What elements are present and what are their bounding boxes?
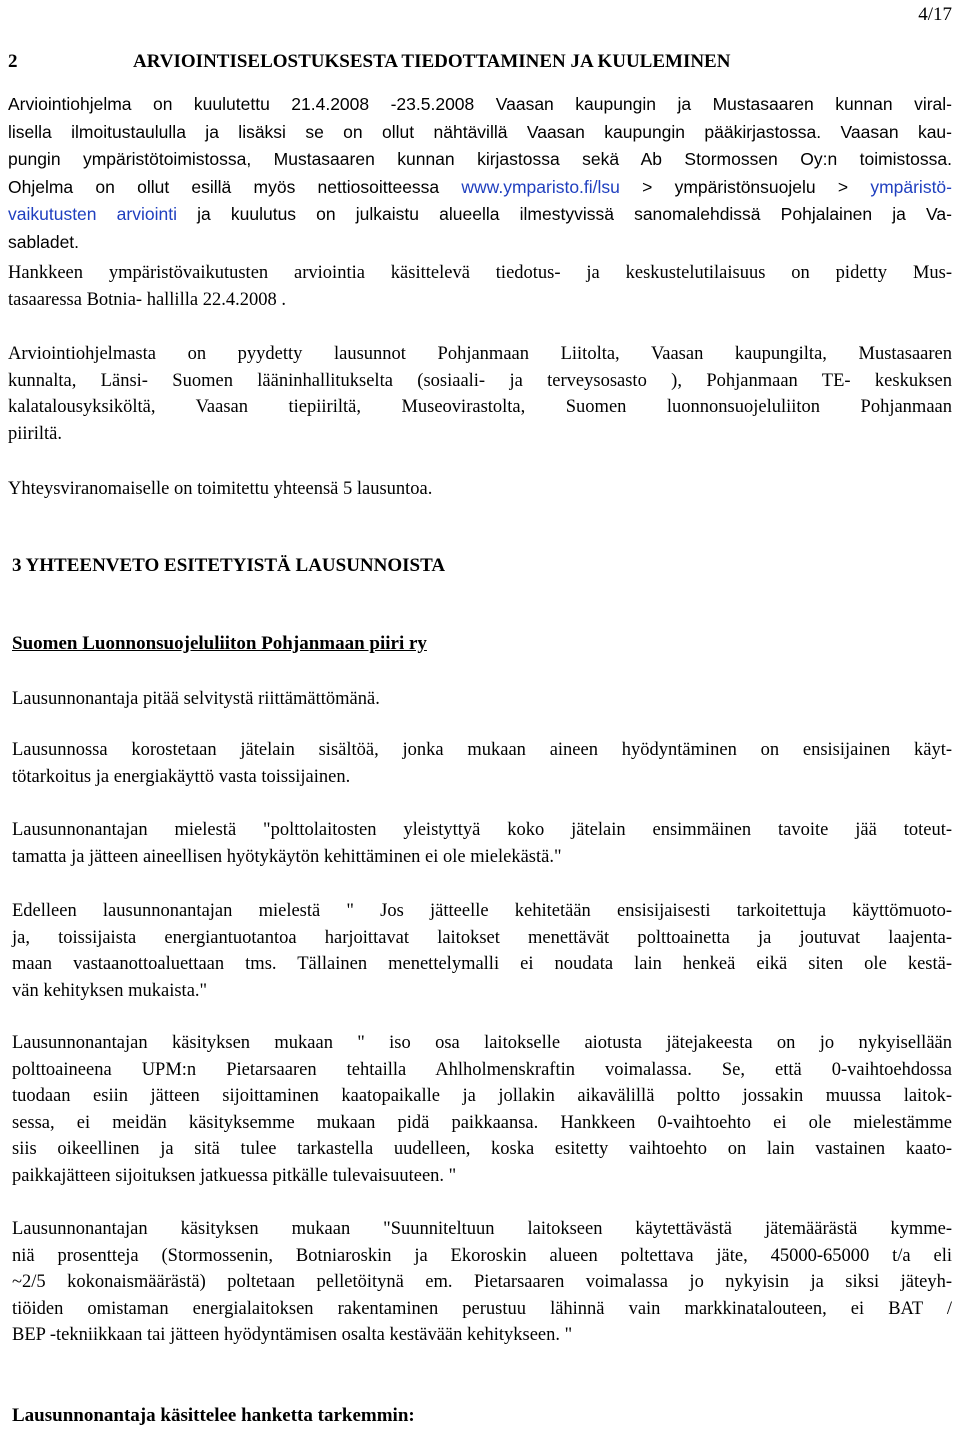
pc-line-1: Lausunnonantajan mielestä "polttolaitosten yleistyttyä koko jätelain ensimmäinen tavoite jää toteut-: [12, 820, 952, 840]
paragraph-announcement: [8, 91, 952, 256]
para3-line-2: kunnalta, Länsi- Suomen lääninhallitukselta (sosiaali- ja terveysosasto ), Pohjanmaan TE- keskuksen: [8, 370, 952, 391]
pf-line-3: ~2/5 kokonaismäärästä) poltetaan pelletöitynä em. Pietarsaaren voimalassa jo nykyisin ja siksi jäteyh-: [12, 1272, 952, 1292]
section-2-heading: [8, 51, 730, 73]
paragraph-count: Yhteysviranomaiselle on toimitettu yhteensä 5 lausuntoa.: [8, 479, 433, 499]
paragraph-insufficient: Lausunnonantaja pitää selvitystä riittämättömänä.: [12, 689, 380, 709]
paragraph-upm-fuel: [12, 1030, 952, 1189]
paragraph-energy-production: [12, 898, 952, 1004]
para1-line-3: pungin ympäristötoimistossa, Mustasaaren kunnan kirjastossa sekä Ab Stormossen Oy:n toimistossa.: [8, 149, 952, 169]
para1-line-6: sabladet.: [8, 231, 80, 252]
section-3-heading: 3 YHTEENVETO ESITETYISTÄ LAUSUNNOISTA: [12, 555, 446, 576]
para1-line-5: ja kuulutus on julkaistu alueella ilmestyvissä sanomalehdissä Pohjalainen ja Va-: [176, 204, 952, 224]
para1-line-1: Arviointiohjelma on kuulutettu 21.4.2008 -23.5.2008 Vaasan kaupungin ja Mustasaaren kunnan viral-: [8, 94, 952, 114]
subheading-sll-pohjanmaa: Suomen Luonnonsuojeluliiton Pohjanmaan piiri ry: [12, 633, 427, 654]
paragraph-statements-requested: [8, 341, 952, 447]
pb-line-1: Lausunnossa korostetaan jätelain sisältöä, jonka mukaan aineen hyödyntäminen on ensisijainen käyt-: [12, 740, 952, 760]
pd-line-3: maan vastaanottoaluettaan tms. Tällainen menettelymalli ei noudata lain henkeä eikä siten ole kestä-: [12, 954, 952, 974]
paragraph-waste-law: [12, 737, 952, 790]
pd-line-1: Edelleen lausunnonantajan mielestä " Jos jätteelle kehitetään ensisijaisesti tarkoitettuja käyttömuoto-: [12, 901, 952, 921]
para1-line-4: Ohjelma on ollut esillä myös nettiosoitteessa: [8, 176, 462, 197]
para1-line-2a: lisella ilmoitustaululla ja lisäksi se on ollut nähtävillä Vaasan kaupungin pääkirjastossa.: [8, 121, 841, 142]
pf-line-2: niä prosentteja (Stormossenin, Botniaroskin ja Ekoroskin alueen poltettava jäte, 45000-65000 t/a eli: [12, 1245, 952, 1266]
para3-line-1: Arviointiohjelmasta on pyydetty lausunnot Pohjanmaan Liitolta, Vaasan kaupungilta, Mustasaaren: [8, 344, 952, 364]
para1-nav-1: > ympäristönsuojelu >: [619, 176, 871, 197]
pe-line-3: tuodaan esiin jätteen sijoittaminen kaatopaikalle ja jollakin aikavälillä poltto jossakin muussa laitok-: [12, 1086, 952, 1106]
paragraph-incineration-opinion: [12, 817, 952, 870]
page-number: 4/17: [918, 4, 952, 25]
para1-line-2b: Vaasan kau-: [840, 121, 952, 142]
para2-line-1: Hankkeen ympäristövaikutusten arviointia käsittelevä tiedotus- ja keskustelutilaisuus on pidetty Mus-: [8, 263, 952, 283]
section-2-title: ARVIOINTISELOSTUKSESTA TIEDOTTAMINEN JA KUULEMINEN: [133, 51, 731, 72]
paragraph-pellet-share: [12, 1216, 952, 1349]
para2-line-2: tasaaressa Botnia- hallilla 22.4.2008 .: [8, 289, 286, 310]
pe-line-2: polttoaineena UPM:n Pietarsaaren tehtailla Ahlholmenskraftin voimalassa. Se, että 0-vaihtoehdossa: [12, 1059, 952, 1080]
pf-line-5: BEP -tekniikkaan tai jätteen hyödyntämisen osalta kestävään kehitykseen. ": [12, 1325, 573, 1345]
pc-line-2: tamatta ja jätteen aineellisen hyötykäytön kehittäminen ei ole mielekästä.": [12, 846, 562, 867]
pb-line-2: tötarkoitus ja energiakäyttö vasta toissijainen.: [12, 766, 351, 787]
arviointi-link[interactable]: vaikutusten arviointi: [8, 204, 177, 224]
subheading-detailed-review: Lausunnonantaja käsittelee hanketta tarkemmin:: [12, 1405, 415, 1426]
pe-line-6: paikkajätteen sijoituksen jatkuessa pitkälle tulevaisuuteen. ": [12, 1165, 457, 1186]
pf-line-4: tiöiden omistaman energialaitoksen rakentaminen perustuu lähinnä vain markkinatalouteen, ei BAT /: [12, 1298, 952, 1319]
pd-line-2: ja, toissijaista energiantuotantoa harjoittavat laitokset menettävät polttoainetta ja joutuvat laajenta-: [12, 927, 952, 948]
pf-line-1: Lausunnonantajan käsityksen mukaan "Suunniteltuun laitokseen käytettävästä jätemäärästä kymme-: [12, 1219, 952, 1239]
para3-line-3: kalatalousyksiköltä, Vaasan tiepiiriltä, Museovirastolta, Suomen luonnonsuojeluliiton Pohjanmaan: [8, 397, 952, 417]
pe-line-5: siis oikeellinen ja sitä tulee tarkastella uudelleen, koska esitetty vaihtoehto on lain vastainen kaato-: [12, 1139, 952, 1159]
pe-line-4: sessa, ei meidän käsityksemme mukaan pidä paikkaansa. Hankkeen 0-vaihtoehto ei ole mielestämme: [12, 1112, 952, 1133]
para3-line-4: piiriltä.: [8, 423, 62, 444]
pd-line-4: vän kehityksen mukaista.": [12, 980, 208, 1001]
ymparisto-link-continued[interactable]: ympäristö-: [870, 176, 952, 197]
paragraph-event: [8, 260, 952, 313]
pe-line-1: Lausunnonantajan käsityksen mukaan " iso osa laitokselle aiotusta jätejakeesta on jo nykyisellään: [12, 1033, 952, 1053]
ymparisto-link[interactable]: www.ymparisto.fi/lsu: [461, 176, 620, 197]
section-2-number: 2: [8, 51, 18, 72]
